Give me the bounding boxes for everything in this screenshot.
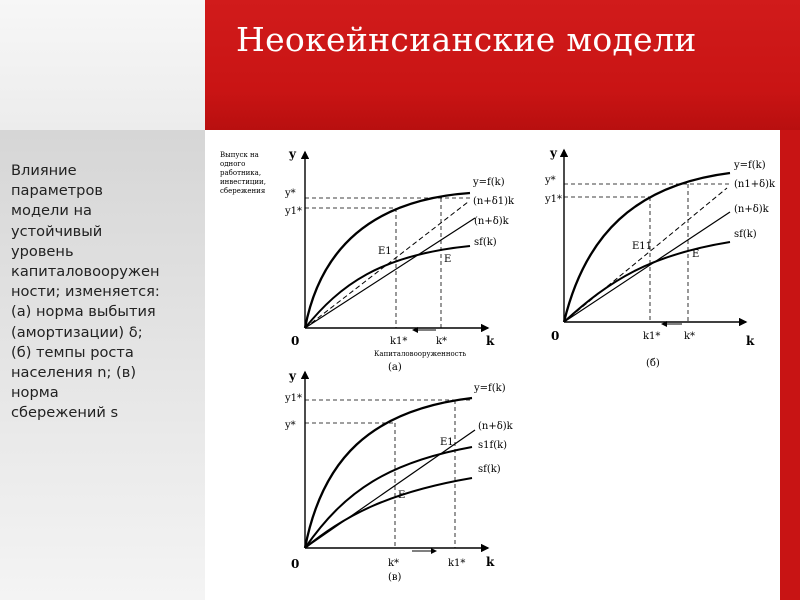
graph-b-point-e: E: [692, 249, 700, 260]
graph-b-curve-f-label: y=f(k): [734, 160, 766, 171]
description-line: ности; изменяется:: [11, 283, 160, 301]
description-line: норма: [11, 384, 59, 402]
description-line: параметров: [11, 182, 103, 200]
graph-a-ylabel-1: Выпуск на: [220, 151, 259, 159]
graph-c-curve-s1f-label: s1f(k): [478, 440, 508, 451]
description-line: населения n; (в): [11, 364, 137, 382]
graph-a-k: k: [486, 334, 495, 348]
graph-c-k: k: [486, 555, 495, 569]
graph-b-line-n1-label: (n1+δ)k: [734, 179, 776, 190]
graph-a-y1star: y1*: [285, 206, 303, 217]
graph-b-point-e11: E11: [632, 241, 653, 252]
graph-b-line-n-label: (n+δ)k: [734, 204, 769, 215]
graph-b-ystar: y*: [545, 175, 556, 186]
graph-b-y1star: y1*: [545, 194, 563, 205]
graph-a-k1star: k1*: [390, 336, 408, 347]
description-text: [11, 161, 201, 424]
graph-a-origin: 0: [291, 334, 300, 348]
graph-a: [220, 147, 515, 373]
graph-b-line-n: [564, 212, 730, 322]
top-left-corner: [0, 0, 205, 130]
graph-b-curve-sf-label: sf(k): [734, 229, 757, 240]
graph-a-curve-sf-label: sf(k): [474, 237, 497, 248]
graph-c-point-e1: E1: [440, 437, 454, 448]
graph-c-origin: 0: [291, 557, 300, 571]
graph-c-y: y: [289, 369, 296, 383]
right-red-strip: [780, 130, 800, 600]
description-line: капиталовооружен: [11, 263, 160, 281]
graph-a-ystar: y*: [285, 188, 296, 199]
description-line: сбережений s: [11, 404, 119, 422]
graph-c-k1star: k1*: [448, 558, 466, 569]
graph-a-ylabel-4: инвестиции,: [220, 178, 266, 186]
graph-c-curve-f-label: y=f(k): [474, 383, 506, 394]
graph-a-xlabel: Капиталовооруженность: [374, 350, 467, 358]
graph-b-panel-label: (б): [646, 358, 660, 369]
graph-c-kstar: k*: [388, 558, 400, 569]
description-line: (а) норма выбытия: [11, 303, 156, 321]
graph-a-line-delta1-label: (n+δ1)k: [473, 196, 515, 207]
graph-c-y1star: y1*: [285, 393, 303, 404]
graph-b-y: y: [550, 146, 557, 160]
graph-a-line-delta: [305, 218, 475, 328]
graph-a-ylabel-5: сбережения: [220, 187, 266, 195]
description-line: модели на: [11, 202, 92, 220]
graph-a-curve-f-label: y=f(k): [473, 177, 505, 188]
graph-c-point-e: E: [398, 490, 406, 501]
graph-c-curve-s1f: [305, 447, 472, 548]
solow-model-diagrams: [217, 140, 780, 590]
description-line: (б) темпы роста: [11, 343, 134, 361]
graph-c-curve-sf: [305, 478, 472, 548]
graph-b-origin: 0: [551, 329, 560, 343]
graph-c-ystar: y*: [285, 420, 296, 431]
graph-a-point-e: E: [444, 254, 452, 265]
graph-c-line-n-label: (n+δ)k: [478, 421, 513, 432]
graph-b-kstar: k*: [684, 331, 696, 342]
graph-a-panel-label: (а): [388, 362, 402, 373]
graph-a-ylabel-3: работника,: [220, 169, 262, 177]
graph-a-point-e1: E1: [378, 246, 392, 257]
description-line: (амортизации) δ;: [11, 323, 143, 341]
graph-b-line-n1: [564, 188, 727, 322]
description-line: уровень: [11, 242, 74, 260]
graph-a-kstar: k*: [436, 336, 448, 347]
description-line: Влияние: [11, 162, 77, 179]
graph-a-ylabel-2: одного: [220, 160, 246, 168]
graph-a-y: y: [289, 147, 296, 161]
graph-c-curve-sf-label: sf(k): [478, 464, 501, 475]
graph-b-k1star: k1*: [643, 331, 661, 342]
graph-b-k: k: [746, 334, 755, 348]
graph-c: [284, 369, 514, 583]
graph-c-panel-label: (в): [388, 572, 402, 583]
slide-title: Неокейнсианские модели: [236, 20, 697, 59]
graph-a-line-delta-label: (n+δ)k: [474, 216, 509, 227]
description-line: устойчивый: [11, 222, 103, 240]
graph-b: [544, 146, 776, 369]
